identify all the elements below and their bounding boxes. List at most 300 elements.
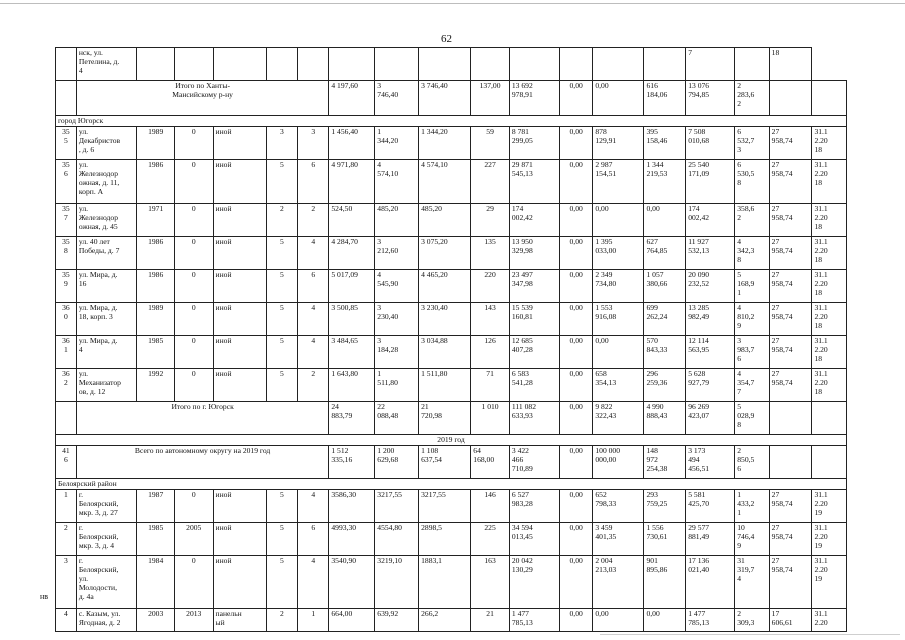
table-cell — [56, 81, 77, 116]
table-cell: 1971 — [137, 204, 175, 237]
table-cell: 17 136 021,40 — [686, 556, 735, 609]
table-cell: 143 — [471, 303, 510, 336]
table-cell: 3 983,7 6 — [735, 336, 769, 369]
table-cell: 2 — [266, 204, 297, 237]
table-cell: 1 643,80 — [329, 369, 375, 402]
table-cell: 27 958,74 — [769, 270, 812, 303]
table-cell: 2003 — [137, 609, 175, 632]
table-cell: 3 422 466 710,89 — [509, 446, 559, 479]
table-cell: 2 283,6 2 — [735, 81, 769, 116]
table-cell: 36 1 — [56, 336, 77, 369]
table-cell: 1989 — [137, 303, 175, 336]
section-header-row — [56, 435, 847, 446]
table-cell: 31.1 2.20 18 — [812, 127, 847, 160]
table-cell: панельн ый — [213, 609, 266, 632]
table-cell: 31.1 2.20 18 — [812, 204, 847, 237]
table-cell: 3 746,40 — [419, 81, 471, 116]
table-cell: иной — [213, 303, 266, 336]
table-row — [56, 490, 847, 523]
table-cell: 0,00 — [593, 336, 644, 369]
table-cell: 5 017,09 — [329, 270, 375, 303]
table-cell: 2 — [298, 369, 329, 402]
table-cell: 31.1 2.20 18 — [812, 303, 847, 336]
table-row — [56, 303, 847, 336]
table-cell — [298, 48, 329, 81]
table-cell: 20 090 232,52 — [686, 270, 735, 303]
table-cell — [559, 48, 592, 81]
table-cell: 5 — [266, 303, 297, 336]
table-cell: 1 477 785,13 — [686, 609, 735, 632]
table-cell — [644, 48, 686, 81]
table-cell: 4 197,60 — [329, 81, 375, 116]
table-cell: 12 114 563,95 — [686, 336, 735, 369]
table-cell: 2 004 213,03 — [593, 556, 644, 609]
table-cell: 4 545,90 — [375, 270, 419, 303]
table-cell: 5 — [266, 336, 297, 369]
table-cell: 6 532,7 3 — [735, 127, 769, 160]
table-cell: г. Белоярский, мкр. 3, д. 4 — [76, 523, 137, 556]
table-cell: 1 433,2 1 — [735, 490, 769, 523]
table-cell: 3 484,65 — [329, 336, 375, 369]
table-cell — [375, 48, 419, 81]
table-cell: 1989 — [137, 127, 175, 160]
table-cell: 27 958,74 — [769, 303, 812, 336]
scan-edge-line-bottom — [600, 634, 900, 635]
table-cell: 627 764,85 — [644, 237, 686, 270]
table-row — [56, 160, 847, 204]
table-cell: 0,00 — [644, 609, 686, 632]
section-header-row — [56, 116, 847, 127]
table-cell: ул. Мира, д. 16 — [76, 270, 137, 303]
table-cell: 35 7 — [56, 204, 77, 237]
table-cell: 17 606,61 — [769, 609, 812, 632]
total-label: Итого по Ханты- Мансийскому р-ну — [76, 81, 329, 116]
table-cell: иной — [213, 204, 266, 237]
table-cell: 25 540 171,09 — [686, 160, 735, 204]
table-cell: 10 746,4 9 — [735, 523, 769, 556]
table-cell: 1 — [56, 490, 77, 523]
table-cell — [174, 48, 213, 81]
table-cell: 4 — [298, 303, 329, 336]
table-cell: 4 284,70 — [329, 237, 375, 270]
table-cell: 878 129,91 — [593, 127, 644, 160]
table-cell: 0 — [174, 237, 213, 270]
table-cell: 227 — [471, 160, 510, 204]
table-cell: иной — [213, 369, 266, 402]
table-cell: 5 — [266, 556, 297, 609]
table-cell: 1 057 380,66 — [644, 270, 686, 303]
table-cell: 1986 — [137, 270, 175, 303]
section-header-row — [56, 479, 847, 490]
section-label: город Югорск — [56, 116, 847, 127]
table-cell: 8 781 299,05 — [509, 127, 559, 160]
total-row — [56, 446, 847, 479]
table-cell: 31.1 2.20 18 — [812, 237, 847, 270]
table-cell: 174 002,42 — [686, 204, 735, 237]
table-cell — [56, 402, 77, 435]
table-cell: иной — [213, 556, 266, 609]
table-cell: 100 000 000,00 — [593, 446, 644, 479]
table-cell: 4 342,3 8 — [735, 237, 769, 270]
table-cell: 5 — [266, 270, 297, 303]
table-cell: 35 5 — [56, 127, 77, 160]
scan-edge-line — [0, 3, 905, 4]
table-cell: 395 158,46 — [644, 127, 686, 160]
table-cell: 31.1 2.20 — [812, 609, 847, 632]
table-cell: 296 259,36 — [644, 369, 686, 402]
table-cell: 21 720,98 — [419, 402, 471, 435]
table-cell: 174 002,42 — [509, 204, 559, 237]
table-cell: 64 168,00 — [471, 446, 510, 479]
table-cell: 35 9 — [56, 270, 77, 303]
table-cell: 41 6 — [56, 446, 77, 479]
table-cell: 111 082 633,93 — [509, 402, 559, 435]
table-cell: 24 883,79 — [329, 402, 375, 435]
table-cell: с. Казым, ул. Ягодная, д. 2 — [76, 609, 137, 632]
table-cell: 4554,80 — [375, 523, 419, 556]
table-cell: иной — [213, 523, 266, 556]
table-cell: 13 692 978,91 — [509, 81, 559, 116]
table-cell: 5 028,9 8 — [735, 402, 769, 435]
table-cell: ул. Мира, д. 18, корп. 3 — [76, 303, 137, 336]
table-cell: нск, ул. Петелина, д. 4 — [76, 48, 137, 81]
table-cell: 0,00 — [559, 303, 592, 336]
table-cell: 3 — [298, 127, 329, 160]
table-cell: 2005 — [174, 523, 213, 556]
total-label: Итого по г. Югорск — [76, 402, 329, 435]
table-cell: 126 — [471, 336, 510, 369]
table-cell — [812, 446, 847, 479]
table-cell: 0 — [174, 369, 213, 402]
table-cell: 27 958,74 — [769, 523, 812, 556]
table-cell — [812, 81, 847, 116]
table-cell: 4 — [298, 556, 329, 609]
table-cell: 5 — [266, 160, 297, 204]
table-cell: 1986 — [137, 160, 175, 204]
table-cell: 4 354,7 7 — [735, 369, 769, 402]
table-cell: 1 512 335,16 — [329, 446, 375, 479]
table-cell: 5 628 927,79 — [686, 369, 735, 402]
table-cell: 0,00 — [559, 204, 592, 237]
table-cell: 4 810,2 9 — [735, 303, 769, 336]
table-cell: 0,00 — [559, 556, 592, 609]
table-cell: 485,20 — [375, 204, 419, 237]
table-cell — [56, 48, 77, 81]
table-cell: 3217,55 — [375, 490, 419, 523]
table-cell: 135 — [471, 237, 510, 270]
table-cell: 4 — [298, 490, 329, 523]
table-cell: 27 958,74 — [769, 336, 812, 369]
table-cell: 137,00 — [471, 81, 510, 116]
table-cell: 29 — [471, 204, 510, 237]
section-label: Белоярский район — [56, 479, 847, 490]
table-cell: 23 497 347,98 — [509, 270, 559, 303]
table-cell: 1 344 219,53 — [644, 160, 686, 204]
table-cell: 1 511,80 — [419, 369, 471, 402]
table-cell — [593, 48, 644, 81]
table-row — [56, 369, 847, 402]
table-row — [56, 204, 847, 237]
table-cell: 36 0 — [56, 303, 77, 336]
table-row — [56, 270, 847, 303]
table-cell: 3219,10 — [375, 556, 419, 609]
table-cell: 27 958,74 — [769, 556, 812, 609]
table-cell: ул. Железнодор ожная, д. 11, корп. А — [76, 160, 137, 204]
table-cell: 0,00 — [559, 127, 592, 160]
table-cell: 9 822 322,43 — [593, 402, 644, 435]
total-row — [56, 81, 847, 116]
table-cell: иной — [213, 237, 266, 270]
table-cell: 36 2 — [56, 369, 77, 402]
table-row — [56, 48, 847, 81]
table-cell: 2898,5 — [419, 523, 471, 556]
table-cell: 0,00 — [593, 204, 644, 237]
table-cell: г. Белоярский, ул. Молодости, д. 4а — [76, 556, 137, 609]
table-cell: 163 — [471, 556, 510, 609]
table-cell — [471, 48, 510, 81]
table-cell: 5 168,9 1 — [735, 270, 769, 303]
table-cell: 59 — [471, 127, 510, 160]
table-cell — [769, 446, 812, 479]
table-cell — [812, 402, 847, 435]
table-cell: 1 010 — [471, 402, 510, 435]
table-cell: 0 — [174, 556, 213, 609]
table-cell: 3 173 494 456,51 — [686, 446, 735, 479]
table-cell: 0,00 — [559, 402, 592, 435]
table-cell: 31.1 2.20 18 — [812, 369, 847, 402]
table-cell: 1 344,20 — [419, 127, 471, 160]
table-cell: 2 — [56, 523, 77, 556]
table-cell: 0,00 — [559, 237, 592, 270]
table-cell: 0 — [174, 160, 213, 204]
table-cell: 616 184,06 — [644, 81, 686, 116]
table-cell: 3 — [266, 127, 297, 160]
table-cell — [509, 48, 559, 81]
table-cell: 266,2 — [419, 609, 471, 632]
table-cell — [419, 48, 471, 81]
table-cell: 4 — [298, 237, 329, 270]
table-row — [56, 523, 847, 556]
table-cell: 0 — [174, 204, 213, 237]
table-cell: 2013 — [174, 609, 213, 632]
table-cell: 0,00 — [559, 160, 592, 204]
table-cell: 6 — [298, 523, 329, 556]
table-cell: 27 958,74 — [769, 369, 812, 402]
table-cell: 4 990 888,43 — [644, 402, 686, 435]
table-cell: 5 — [266, 490, 297, 523]
table-cell — [137, 48, 175, 81]
table-cell — [329, 48, 375, 81]
table-cell: 0 — [174, 127, 213, 160]
table-cell: 3 — [56, 556, 77, 609]
table-cell: 293 759,25 — [644, 490, 686, 523]
table-cell: 1 511,80 — [375, 369, 419, 402]
table-cell: 3 212,60 — [375, 237, 419, 270]
table-cell: 1985 — [137, 523, 175, 556]
table-cell: 1 456,40 — [329, 127, 375, 160]
table-cell: 3 746,40 — [375, 81, 419, 116]
table-cell: 0,00 — [593, 81, 644, 116]
table-cell: 652 798,33 — [593, 490, 644, 523]
table-cell: 35 8 — [56, 237, 77, 270]
table-cell: 358,6 2 — [735, 204, 769, 237]
table-cell: 27 958,74 — [769, 237, 812, 270]
table-cell — [769, 402, 812, 435]
table-cell: 3586,30 — [329, 490, 375, 523]
table-cell: г. Белоярский, мкр. 3, д. 27 — [76, 490, 137, 523]
table-cell: 0 — [174, 336, 213, 369]
footnote-mark: нв — [40, 592, 49, 601]
table-cell: 3 075,20 — [419, 237, 471, 270]
table-cell: 0,00 — [559, 336, 592, 369]
table-cell: 31.1 2.20 18 — [812, 270, 847, 303]
table-cell: 2 850,5 6 — [735, 446, 769, 479]
table-cell: 3 230,40 — [419, 303, 471, 336]
table-cell: 5 581 425,70 — [686, 490, 735, 523]
table-cell: иной — [213, 490, 266, 523]
table-cell: 0,00 — [559, 609, 592, 632]
table-cell: 6 — [298, 160, 329, 204]
table-cell: 1992 — [137, 369, 175, 402]
table-row — [56, 609, 847, 632]
table-row — [56, 336, 847, 369]
table-cell: 5 — [266, 523, 297, 556]
table-cell: 524,50 — [329, 204, 375, 237]
table-cell: 13 950 329,98 — [509, 237, 559, 270]
table-cell: 34 594 013,45 — [509, 523, 559, 556]
table-cell: 4 — [298, 336, 329, 369]
table-cell: иной — [213, 127, 266, 160]
table-cell: 13 076 794,85 — [686, 81, 735, 116]
table-cell: 0,00 — [559, 270, 592, 303]
table-cell — [769, 81, 812, 116]
table-cell: иной — [213, 160, 266, 204]
table-cell: 31.1 2.20 19 — [812, 556, 847, 609]
table-cell: 4 465,20 — [419, 270, 471, 303]
table-cell: 1 395 033,00 — [593, 237, 644, 270]
table-cell: 31.1 2.20 19 — [812, 490, 847, 523]
table-cell: 658 354,13 — [593, 369, 644, 402]
table-cell: 1 344,20 — [375, 127, 419, 160]
table-cell: 0,00 — [559, 446, 592, 479]
table-cell: 1985 — [137, 336, 175, 369]
table-cell: 0,00 — [559, 369, 592, 402]
table-cell: 27 958,74 — [769, 490, 812, 523]
table-cell: 12 685 407,28 — [509, 336, 559, 369]
table-cell: 1986 — [137, 237, 175, 270]
table-cell: 6 530,5 8 — [735, 160, 769, 204]
table-cell: 4 971,80 — [329, 160, 375, 204]
table-cell: 3 034,88 — [419, 336, 471, 369]
table-cell: 1 556 730,61 — [644, 523, 686, 556]
table-cell — [213, 48, 266, 81]
table-cell: 4 — [56, 609, 77, 632]
table-cell: 639,92 — [375, 609, 419, 632]
table-cell: 0,00 — [644, 204, 686, 237]
table-cell: 0 — [174, 270, 213, 303]
table-cell: 1984 — [137, 556, 175, 609]
table-cell: 3 230,40 — [375, 303, 419, 336]
table-cell: 225 — [471, 523, 510, 556]
table-cell: 18 — [769, 48, 812, 81]
table-cell: 3540,90 — [329, 556, 375, 609]
table-cell: 1 477 785,13 — [509, 609, 559, 632]
table-cell: 27 958,74 — [769, 127, 812, 160]
table-cell: 146 — [471, 490, 510, 523]
table-cell: 220 — [471, 270, 510, 303]
table-cell: ул. Мира, д. 4 — [76, 336, 137, 369]
total-row — [56, 402, 847, 435]
table-cell: 485,20 — [419, 204, 471, 237]
table-cell: 31.1 2.20 18 — [812, 160, 847, 204]
table-cell: 13 285 982,49 — [686, 303, 735, 336]
table-cell: 7 508 010,68 — [686, 127, 735, 160]
table-cell: 0,00 — [593, 609, 644, 632]
table-cell: 0 — [174, 303, 213, 336]
table-cell: 31.1 2.20 19 — [812, 523, 847, 556]
table-cell: 901 895,86 — [644, 556, 686, 609]
table-cell: 1 200 629,68 — [375, 446, 419, 479]
table-cell: 6 527 983,28 — [509, 490, 559, 523]
table-cell: 1 108 637,54 — [419, 446, 471, 479]
table-cell: 2 — [298, 204, 329, 237]
table-cell: ул. 40 лет Победы, д. 7 — [76, 237, 137, 270]
table-cell: 1 553 916,08 — [593, 303, 644, 336]
housing-register-table — [55, 47, 847, 632]
table-cell: 3 459 401,35 — [593, 523, 644, 556]
table-cell: 71 — [471, 369, 510, 402]
table-cell: 0,00 — [559, 523, 592, 556]
table-cell: 1987 — [137, 490, 175, 523]
page-number: 62 — [441, 33, 452, 45]
table-cell: 2 349 734,80 — [593, 270, 644, 303]
table-cell: 21 — [471, 609, 510, 632]
table-cell: 4 574,10 — [375, 160, 419, 204]
table-cell: 664,00 — [329, 609, 375, 632]
table-cell: 6 583 541,28 — [509, 369, 559, 402]
table-cell: 31.1 2.20 18 — [812, 336, 847, 369]
table-cell: 27 958,74 — [769, 204, 812, 237]
table-cell: 22 088,48 — [375, 402, 419, 435]
table-cell: 96 269 423,07 — [686, 402, 735, 435]
table-cell: 0,00 — [559, 81, 592, 116]
table-cell: 570 843,33 — [644, 336, 686, 369]
table-cell: 3217,55 — [419, 490, 471, 523]
table-cell: 31 319,7 4 — [735, 556, 769, 609]
table-cell: 2 987 154,51 — [593, 160, 644, 204]
section-label: 2019 год — [56, 435, 847, 446]
table-cell: 11 927 532,13 — [686, 237, 735, 270]
table-cell: 5 — [266, 237, 297, 270]
table-cell: 699 262,24 — [644, 303, 686, 336]
table-cell: 1 — [298, 609, 329, 632]
table-cell: 7 — [686, 48, 735, 81]
table-cell — [266, 48, 297, 81]
table-cell: 3 184,28 — [375, 336, 419, 369]
table-cell — [735, 48, 769, 81]
table-cell: 3 500,85 — [329, 303, 375, 336]
table-cell: иной — [213, 270, 266, 303]
grand-total-label: Всего по автономному округу на 2019 год — [76, 446, 329, 479]
table-cell: 148 972 254,38 — [644, 446, 686, 479]
table-cell: 0,00 — [559, 490, 592, 523]
table-cell: 2 — [266, 609, 297, 632]
table-cell: 4 574,10 — [419, 160, 471, 204]
table-cell: 35 6 — [56, 160, 77, 204]
table-row — [56, 556, 847, 609]
table-cell: 0 — [174, 490, 213, 523]
table-cell: 6 — [298, 270, 329, 303]
